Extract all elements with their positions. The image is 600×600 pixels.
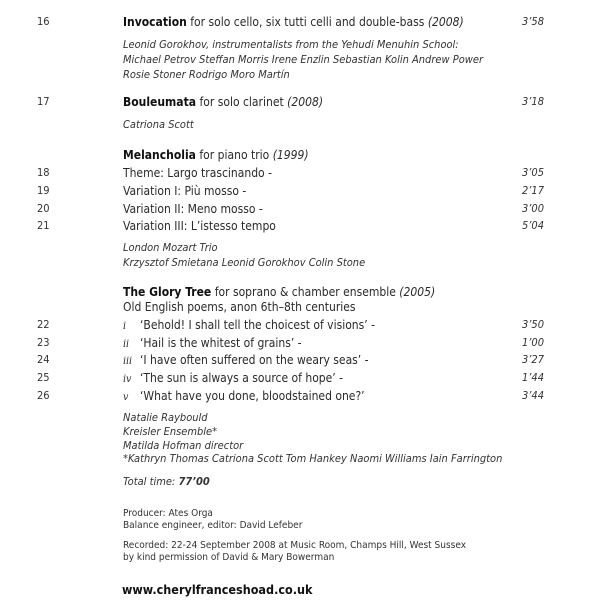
track-number: 25 (37, 371, 50, 384)
track-row (0, 14, 600, 30)
track-row (0, 317, 600, 333)
track-row (0, 165, 600, 181)
work-subtitle: for solo clarinet (199, 95, 284, 109)
track-row (0, 218, 600, 234)
roman-numeral: i (123, 320, 127, 332)
total-time-label: Total time: (123, 475, 176, 488)
track-duration: 3’18 (521, 95, 544, 108)
movement-name: Variation I: Più mosso - (123, 184, 247, 198)
performer-line: Catriona Scott (123, 118, 194, 131)
movement-name: ‘Behold! I shall tell the choicest of visions’ - (140, 318, 376, 332)
movement-name: ‘I have often suffered on the weary seas’ - (140, 353, 369, 367)
track-number: 19 (37, 184, 50, 197)
movement-name: ‘The sun is always a source of hope’ - (140, 371, 344, 385)
track-number: 24 (37, 353, 50, 366)
track-duration: 2’17 (521, 184, 544, 197)
movement-name: Variation II: Meno mosso - (123, 202, 263, 216)
track-duration: 1’44 (521, 371, 544, 384)
track-number: 23 (37, 336, 50, 349)
work-year: (2008) (427, 15, 464, 29)
movement-name: ‘Hail is the whitest of grains’ - (140, 336, 302, 350)
work-heading (123, 94, 323, 110)
performer-line: Krzysztof Smietana Leonid Gorokhov Colin Stone (123, 256, 366, 269)
work-title: Invocation (123, 15, 187, 29)
roman-numeral: v (123, 391, 129, 403)
performer-line: Natalie Raybould (123, 411, 208, 424)
track-duration: 3’05 (521, 166, 544, 179)
track-duration: 3’58 (521, 15, 544, 28)
track-row (0, 94, 600, 110)
total-time (123, 474, 210, 490)
total-time-value: 77’00 (178, 475, 210, 488)
track-duration: 5’04 (521, 219, 544, 232)
work-description: Old English poems, anon 6th–8th centuries (123, 300, 356, 314)
track-number: 22 (37, 318, 50, 331)
website-link[interactable]: www.cherylfranceshoad.co.uk (122, 582, 313, 597)
work-year: (2008) (287, 95, 324, 109)
track-row (0, 388, 600, 404)
track-duration: 1’00 (521, 336, 544, 349)
track-row (0, 335, 600, 351)
performer-line: *Kathryn Thomas Catriona Scott Tom Hankey Naomi Williams Iain Farrington (123, 452, 503, 465)
track-number: 20 (37, 202, 50, 215)
work-title: Bouleumata (123, 95, 197, 109)
performer-line: Kreisler Ensemble* (123, 425, 218, 438)
track-number: 21 (37, 219, 50, 232)
track-row (0, 352, 600, 368)
work-title: Melancholia (123, 148, 196, 162)
track-row (0, 183, 600, 199)
track-number: 18 (37, 166, 50, 179)
work-heading (123, 14, 464, 30)
track-number: 17 (37, 95, 50, 108)
work-title: The Glory Tree (123, 285, 212, 299)
track-duration: 3’27 (521, 353, 544, 366)
work-subtitle: for solo cello, six tutti celli and double-bass (190, 15, 425, 29)
movement-name: ‘What have you done, bloodstained one?’ (140, 389, 365, 403)
movement-name: Theme: Largo trascinando - (123, 166, 272, 180)
work-heading-row (0, 147, 600, 163)
producer-credit: Producer: Ates Orga (123, 508, 213, 519)
work-heading (123, 147, 309, 163)
performer-line: Matilda Hofman director (123, 439, 244, 452)
work-subtitle: for piano trio (199, 148, 270, 162)
performer-line: Leonid Gorokhov, instrumentalists from the Yehudi Menuhin School: (123, 38, 459, 51)
roman-numeral: ii (123, 338, 130, 350)
work-description-row (0, 299, 600, 315)
permission-note: by kind permission of David & Mary Bowerman (123, 552, 335, 563)
work-year: (2005) (399, 285, 436, 299)
track-number: 26 (37, 389, 50, 402)
performer-line: Rosie Stoner Rodrigo Moro Martín (123, 68, 290, 81)
track-duration: 3’44 (521, 389, 544, 402)
performer-line: Michael Petrov Steffan Morris Irene Enzlin Sebastian Kolin Andrew Power (123, 53, 484, 66)
engineer-credit: Balance engineer, editor: David Lefeber (123, 520, 303, 531)
work-subtitle: for soprano & chamber ensemble (214, 285, 396, 299)
work-heading-row (0, 284, 600, 300)
track-number: 16 (37, 15, 50, 28)
performer-line: London Mozart Trio (123, 241, 218, 254)
track-row (0, 370, 600, 386)
movement-name: Variation III: L’istesso tempo (123, 219, 276, 233)
track-duration: 3’00 (521, 202, 544, 215)
track-row (0, 201, 600, 217)
roman-numeral: iv (123, 373, 132, 385)
recording-info: Recorded: 22-24 September 2008 at Music Room, Champs Hill, West Sussex (123, 540, 467, 551)
work-heading (123, 284, 435, 300)
work-year: (1999) (272, 148, 309, 162)
track-duration: 3’50 (521, 318, 544, 331)
roman-numeral: iii (123, 355, 133, 367)
